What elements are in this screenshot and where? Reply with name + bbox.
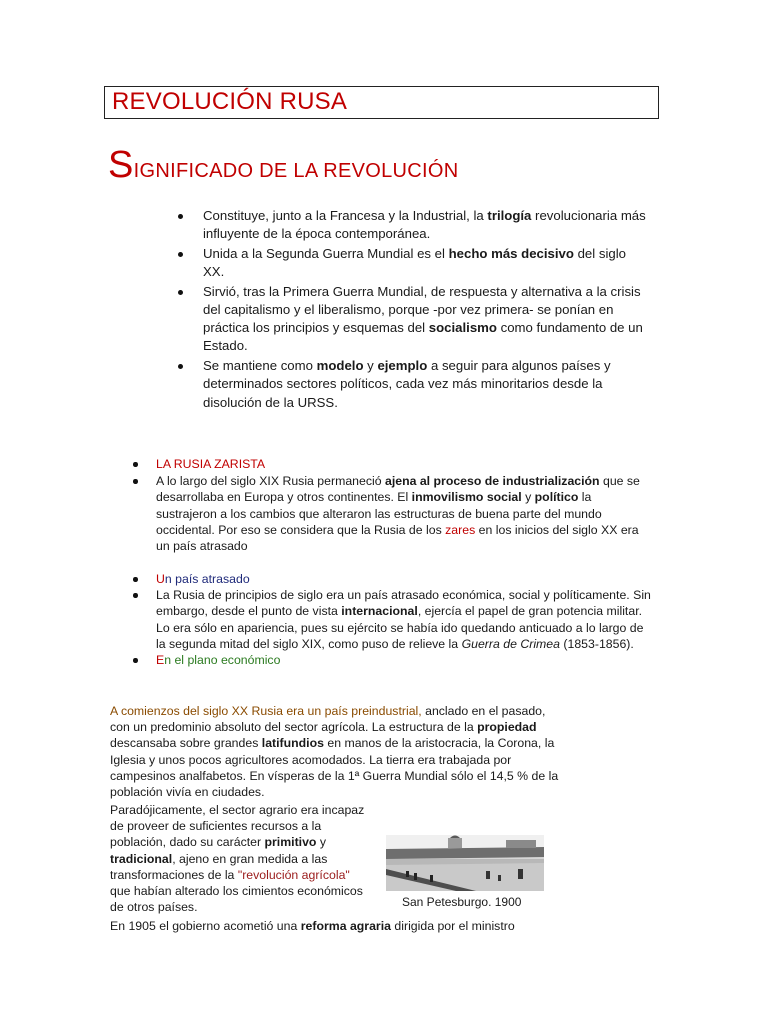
atrasado-heading-item xyxy=(133,571,653,587)
economico-heading-initial: E xyxy=(156,653,165,668)
atrasado-paragraph xyxy=(133,587,653,652)
list-item xyxy=(178,207,648,243)
photo-caption: San Petesburgo. 1900 xyxy=(402,895,522,909)
preindustrial-lead: A comienzos del siglo XX Rusia era un país preindustrial, xyxy=(110,704,422,718)
bold-term: hecho más decisivo xyxy=(448,245,574,261)
text-run: la sustrajeron a los cambios que alteraron las estructuras de buena parte del mundo occidental. Por eso se considera que la Rusia de los xyxy=(156,490,602,537)
bold-term: primitivo xyxy=(264,835,317,850)
bold-term: reforma agraria xyxy=(300,919,391,933)
significado-list xyxy=(178,207,648,413)
list-item xyxy=(178,357,648,412)
bold-term: socialismo xyxy=(428,320,497,336)
zarista-heading: LA RUSIA ZARISTA xyxy=(156,457,266,471)
zarista-paragraph xyxy=(133,473,653,554)
text-run: en los inicios del siglo XX era un país atrasado xyxy=(156,522,639,554)
text-run: anclado en el pasado, con un predominio absoluto del sector agrícola. La estructura de la xyxy=(110,704,546,735)
zarista-heading-item xyxy=(133,456,653,472)
bold-term: latifundios xyxy=(261,736,324,751)
list-item xyxy=(178,245,648,281)
bullet-icon xyxy=(178,290,183,295)
text-run: Sirvió, tras la Primera Guerra Mundial, de respuesta y alternativa a la crisis del capitalismo y el liberalismo, porque -por vez primera- se ponían en práctica los principios y esquemas del xyxy=(203,283,641,336)
bullet-icon xyxy=(133,577,138,582)
text-run: (1853-1856). xyxy=(559,636,634,651)
text-run: En 1905 el gobierno acometió una xyxy=(110,919,301,933)
text-run: del siglo XX. xyxy=(203,245,626,280)
text-run: Unida a la Segunda Guerra Mundial es el xyxy=(203,245,449,261)
reforma-paragraph xyxy=(110,918,570,934)
section-heading xyxy=(108,146,459,184)
bold-term: trilogía xyxy=(487,208,532,223)
text-run: revolucionaria más influyente de la época contemporánea. xyxy=(203,208,646,242)
text-run: , ejercía el papel de gran potencia militar. Lo era sólo en apariencia, pues su ejército se había ido quedando anticuado a lo largo de la segunda mitad del siglo XIX, como puso de relieve la xyxy=(156,604,644,651)
section-heading-rest: IGNIFICADO DE LA REVOLUCIÓN xyxy=(133,160,459,182)
text-run: que habían alterado los cimientos económicos de otros países. xyxy=(110,884,363,915)
atrasado-heading: n país atrasado xyxy=(164,572,250,586)
bold-term: propiedad xyxy=(477,720,537,735)
bullet-icon xyxy=(133,593,138,598)
preindustrial-paragraph xyxy=(110,703,560,800)
text-run: y xyxy=(521,490,535,505)
list-item xyxy=(178,283,648,356)
zarista-block xyxy=(133,456,653,554)
text-run: La Rusia de principios de siglo era un país atrasado económica, social y políticamente. Sin embargo, desde el punto de vista xyxy=(156,588,651,619)
section-heading-initial: S xyxy=(108,144,134,186)
paradoja-paragraph xyxy=(110,802,372,915)
text-run: y xyxy=(316,835,327,850)
bullet-icon xyxy=(133,479,138,484)
text-run: Se mantiene como xyxy=(203,358,317,374)
title-box xyxy=(104,86,659,119)
economico-heading: n el plano económico xyxy=(164,653,281,668)
text-run: Paradójicamente, el sector agrario era incapaz de proveer de suficientes recursos a la población, dado su carácter xyxy=(110,803,365,850)
bullet-icon xyxy=(178,364,183,369)
bullet-icon xyxy=(178,214,183,219)
economico-heading-item xyxy=(133,652,653,668)
text-run: Constituye, junto a la Francesa y la Industrial, la xyxy=(203,208,488,223)
page-title: REVOLUCIÓN RUSA xyxy=(112,88,348,115)
city-photo-illustration xyxy=(386,835,544,891)
bold-term: inmovilismo social xyxy=(411,490,522,505)
text-run: , ajeno en gran medida a las transformaciones de la xyxy=(110,851,328,882)
bullet-icon xyxy=(133,462,138,467)
text-run: que se desarrollaba en Europa y otros continentes. El xyxy=(156,474,640,505)
text-run: A lo largo del siglo XIX Rusia permaneció xyxy=(156,474,385,489)
text-run: y xyxy=(363,358,378,374)
text-run: descansaba sobre grandes xyxy=(110,736,262,751)
text-run: como fundamento de un Estado. xyxy=(203,320,643,354)
text-run: a seguir para algunos países y determinados sectores políticos, cada vez más minoritarios desde la disolución de la URSS. xyxy=(203,358,611,410)
text-run: en manos de la aristocracia, la Corona, la Iglesia y unos pocos agricultores acomodados. La tierra era trabajada por campesinos analfabetos. En vísperas de la 1ª Guerra Mundial sólo el 14,5 % de la población vivía en ciudades. xyxy=(110,736,559,800)
quoted-term: "revolución agrícola" xyxy=(237,867,350,882)
photo-san-petersburgo xyxy=(386,835,544,891)
bold-term: tradicional xyxy=(110,851,173,866)
text-run: dirigida por el ministro xyxy=(390,919,515,933)
bullet-icon xyxy=(178,252,183,257)
atrasado-block xyxy=(133,571,653,668)
italic-term: Guerra de Crimea xyxy=(461,636,560,651)
atrasado-heading-initial: U xyxy=(156,572,165,586)
bullet-icon xyxy=(133,658,138,663)
bold-term: internacional xyxy=(341,604,418,619)
bold-term: modelo xyxy=(316,358,364,374)
zares-term: zares xyxy=(445,522,476,537)
bold-term: ajena al proceso de industrialización xyxy=(384,474,600,489)
bold-term: ejemplo xyxy=(377,358,428,374)
bold-term: político xyxy=(534,490,579,505)
